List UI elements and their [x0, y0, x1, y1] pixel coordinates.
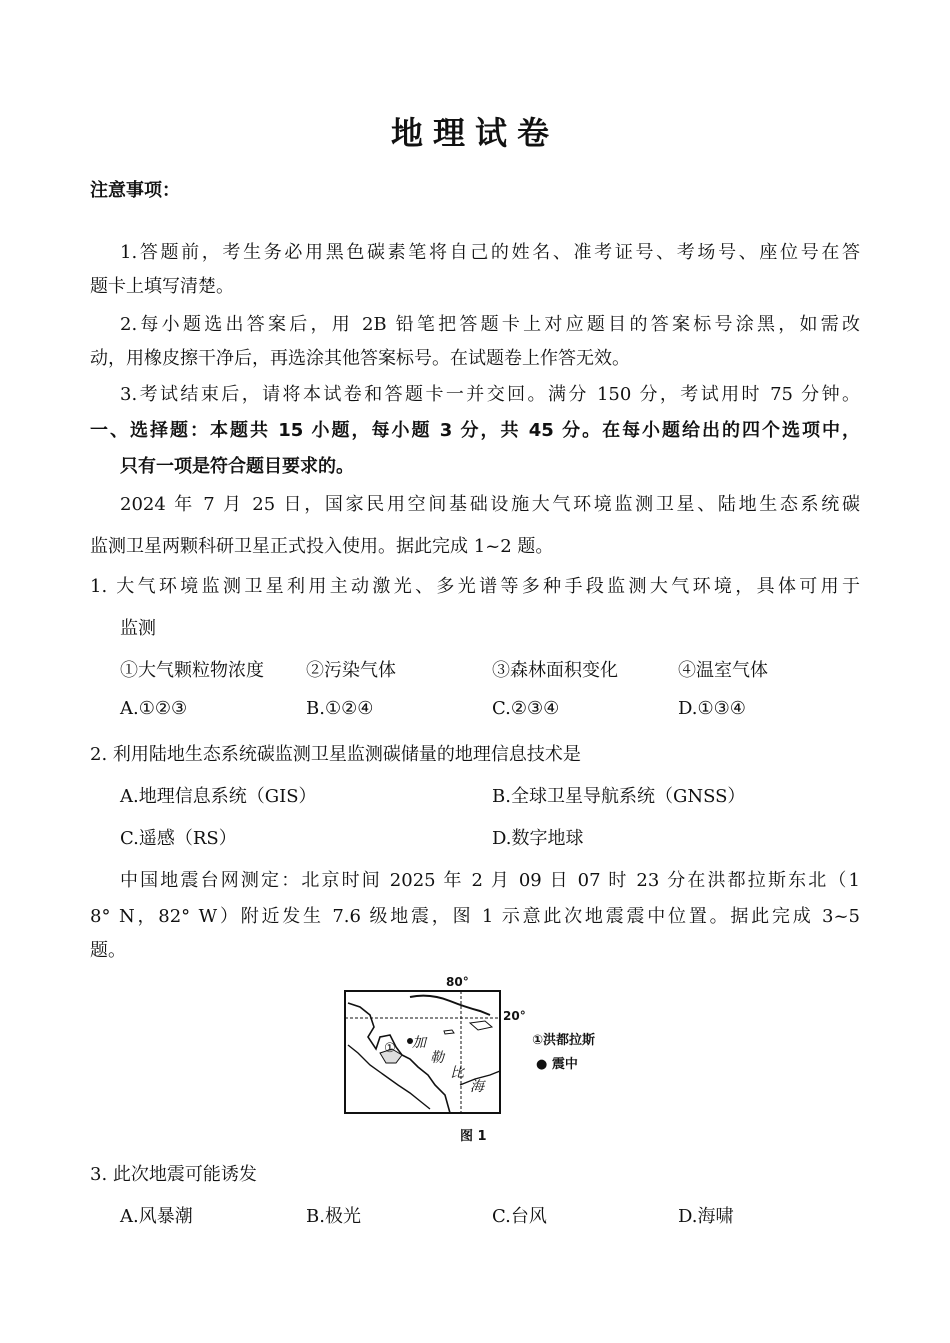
- notice-item-2-line-1: 2.每小题选出答案后，用 2B 铅笔把答题卡上对应题目的答案标号涂黑，如需改: [120, 314, 860, 335]
- passage-2-line-3: 题。: [90, 940, 126, 961]
- passage-1-line-2: 监测卫星两颗科研卫星正式投入使用。据此完成 1~2 题。: [90, 536, 554, 557]
- question-2-option-d: D.数字地球: [492, 828, 584, 849]
- question-1-option-b: B.①②④: [306, 698, 374, 719]
- notice-item-1-line-2: 题卡上填写清楚。: [90, 276, 234, 297]
- question-3-option-d: D.海啸: [678, 1206, 734, 1227]
- passage-2-line-1: 中国地震台网测定：北京时间 2025 年 2 月 09 日 07 时 23 分在洪都拉斯东北（1: [120, 870, 860, 891]
- question-2-option-c: C.遥感（RS）: [120, 828, 237, 849]
- passage-2-line-2: 8° N，82° W）附近发生 7.6 级地震，图 1 示意此次地震震中位置。据此完成 3~5: [90, 906, 860, 927]
- notice-item-2-line-2: 动，用橡皮擦干净后，再选涂其他答案标号。在试题卷上作答无效。: [90, 348, 630, 369]
- page-title: 地理试卷: [390, 114, 559, 152]
- section-1-heading-line-1: 一、选择题：本题共 15 小题，每小题 3 分，共 45 分。在每小题给出的四个选项中，: [90, 420, 860, 441]
- honduras-marker: ①: [384, 1041, 396, 1056]
- question-3-option-b: B.极光: [306, 1206, 361, 1227]
- sea-label-char-1: 加: [412, 1035, 426, 1051]
- question-2-option-b: B.全球卫星导航系统（GNSS）: [492, 786, 746, 807]
- question-2-stem: 2. 利用陆地生态系统碳监测卫星监测碳储量的地理信息技术是: [90, 744, 581, 765]
- passage-1-line-1: 2024 年 7 月 25 日，国家民用空间基础设施大气环境监测卫星、陆地生态系统碳: [120, 494, 860, 515]
- notice-item-3: 3.考试结束后，请将本试卷和答题卡一并交回。满分 150 分，考试用时 75 分钟。: [120, 384, 860, 405]
- sea-label-char-3: 比: [450, 1065, 464, 1081]
- question-1-item-1: ①大气颗粒物浓度: [120, 660, 264, 681]
- legend-epicenter: ● 震中: [536, 1057, 578, 1072]
- sea-label-char-2: 勒: [430, 1050, 444, 1066]
- question-1-option-d: D.①③④: [678, 698, 746, 719]
- question-1-item-3: ③森林面积变化: [492, 660, 618, 681]
- question-1-stem-line-1: 1. 大气环境监测卫星利用主动激光、多光谱等多种手段监测大气环境，具体可用于: [90, 576, 860, 597]
- question-1-item-2: ②污染气体: [306, 660, 396, 681]
- figure-1-map: [340, 975, 630, 1150]
- longitude-label: 80°: [446, 975, 469, 989]
- question-1-stem-line-2: 监测: [120, 618, 156, 639]
- legend-honduras: ①洪都拉斯: [532, 1033, 596, 1048]
- section-1-heading-line-2: 只有一项是符合题目要求的。: [120, 456, 354, 477]
- question-1-item-4: ④温室气体: [678, 660, 768, 681]
- figure-caption: 图 1: [460, 1129, 487, 1144]
- question-3-option-c: C.台风: [492, 1206, 547, 1227]
- notice-heading: 注意事项：: [90, 180, 180, 201]
- sea-label-char-4: 海: [470, 1079, 484, 1095]
- question-1-option-c: C.②③④: [492, 698, 560, 719]
- question-2-option-a: A.地理信息系统（GIS）: [120, 786, 317, 807]
- question-3-stem: 3. 此次地震可能诱发: [90, 1164, 257, 1185]
- question-3-option-a: A.风暴潮: [120, 1206, 193, 1227]
- latitude-label: 20°: [503, 1009, 526, 1023]
- notice-item-1-line-1: 1.答题前，考生务必用黑色碳素笔将自己的姓名、准考证号、考场号、座位号在答: [120, 242, 860, 263]
- question-1-option-a: A.①②③: [120, 698, 188, 719]
